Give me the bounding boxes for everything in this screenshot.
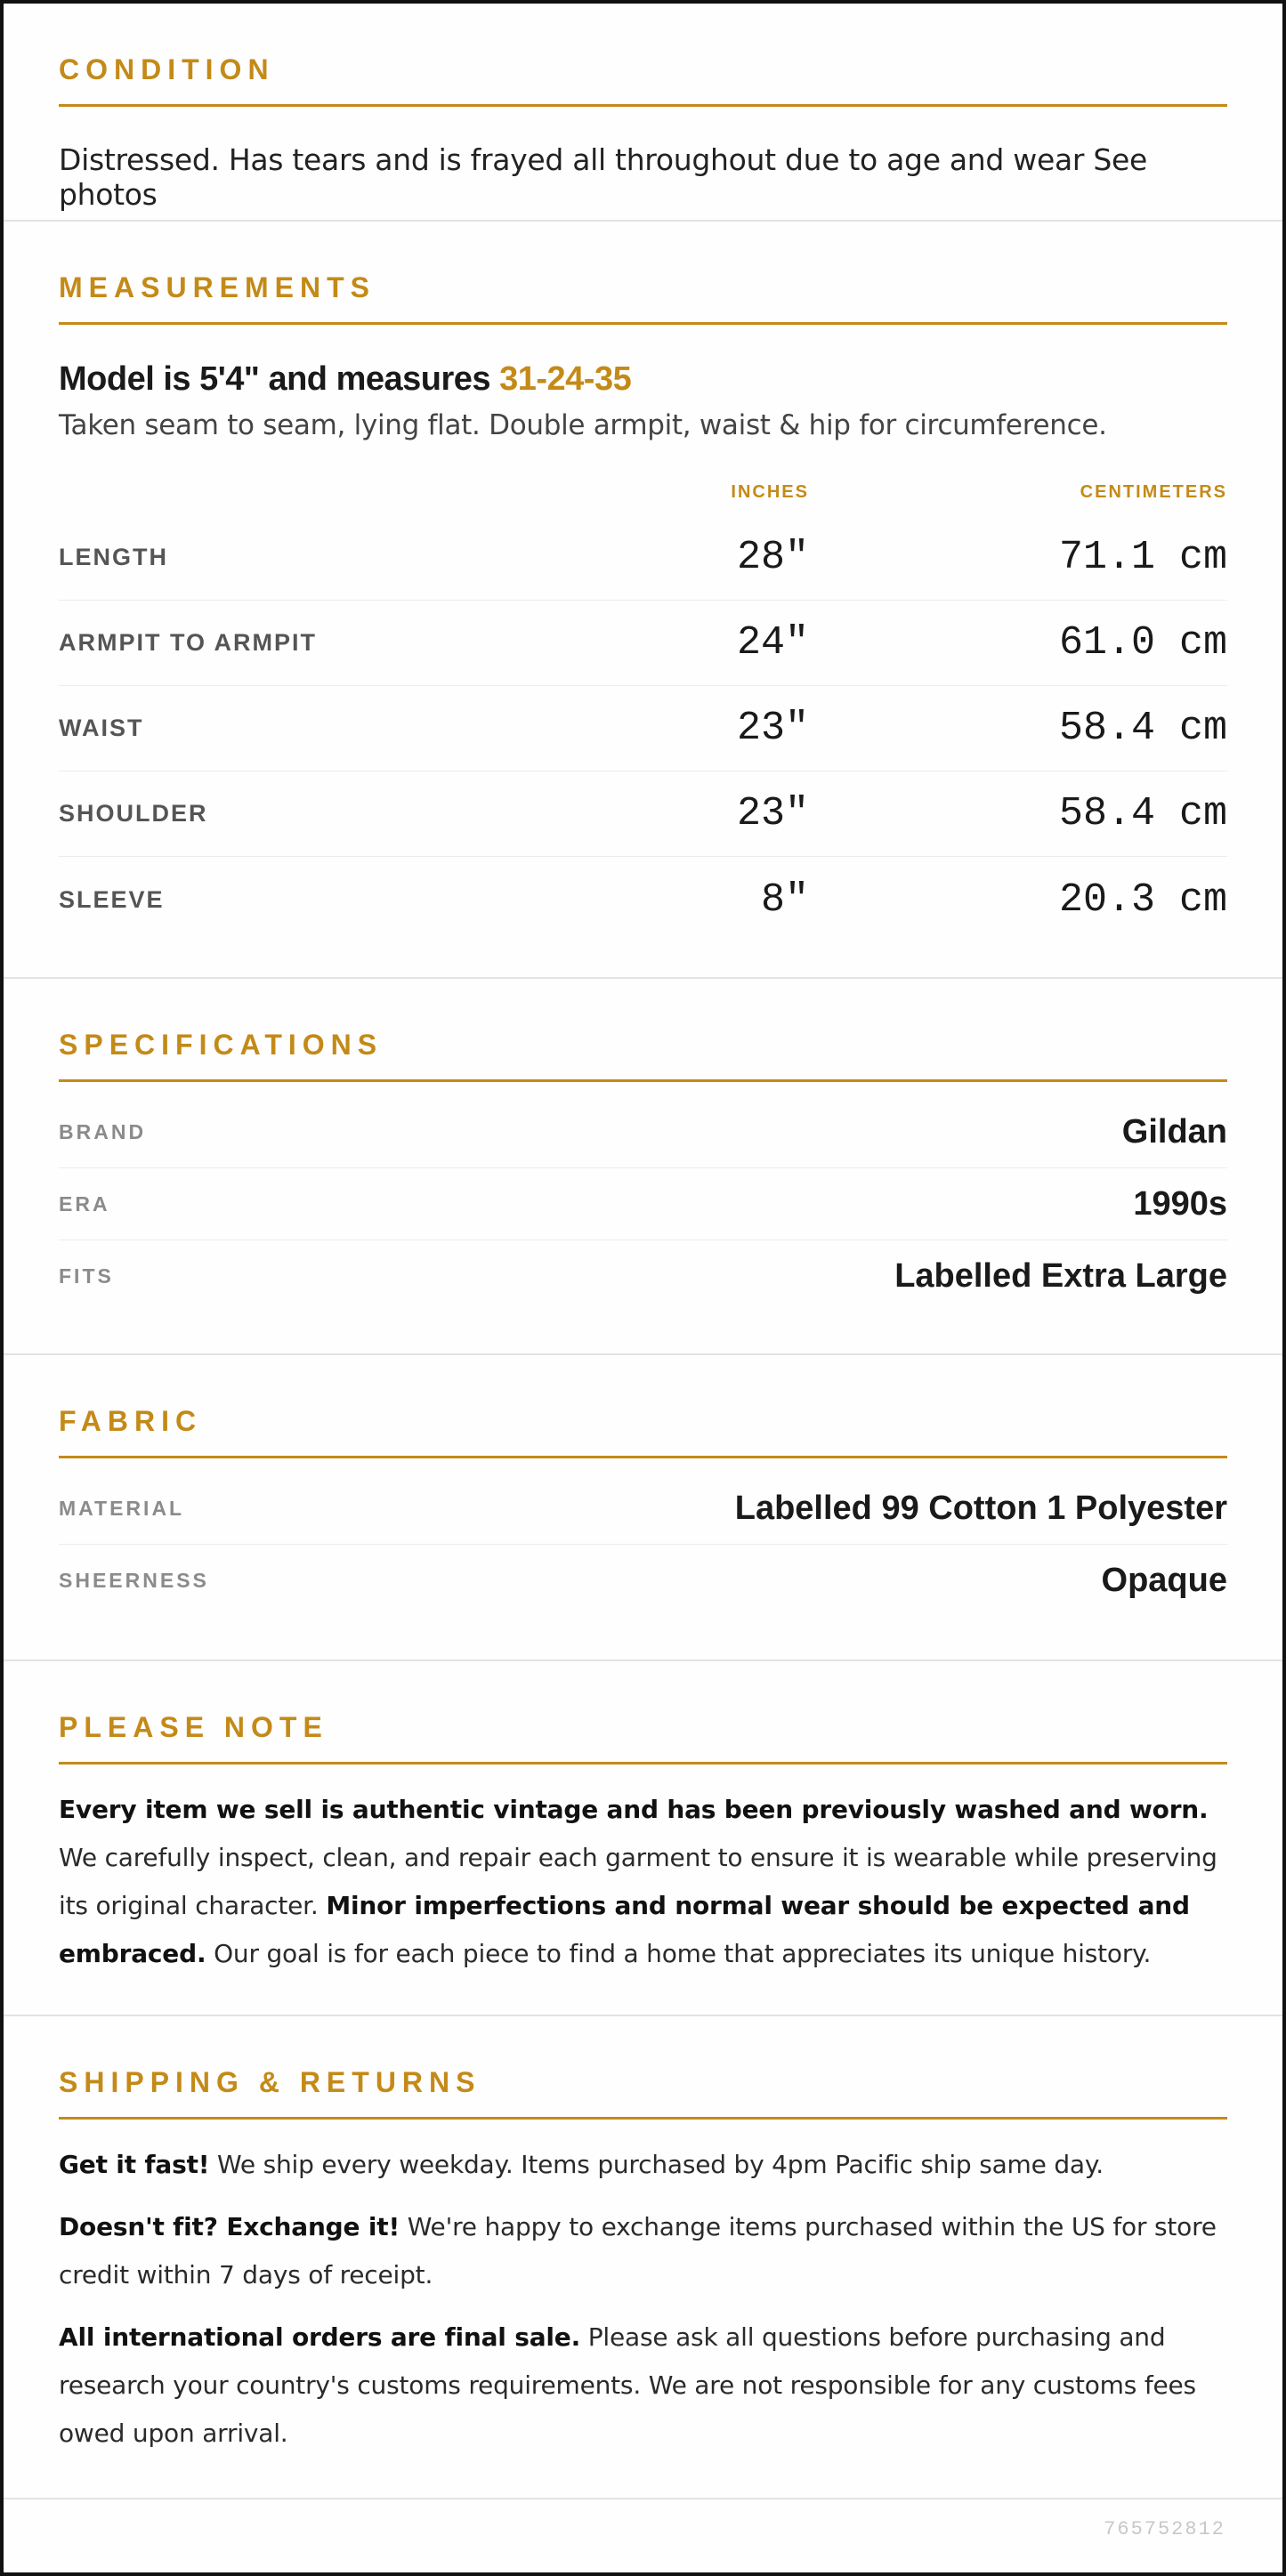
measurement-inches: 28" <box>736 535 809 580</box>
measurement-inches: 24" <box>736 620 809 666</box>
measurement-table <box>59 515 1227 942</box>
shipping-text-2: We're happy to exchange items purchased within the US for store credit within 7 days of receipt. <box>59 2212 1217 2289</box>
condition-section <box>4 4 1282 222</box>
measurement-label: SLEEVE <box>59 885 165 913</box>
measurement-label: LENGTH <box>59 544 168 570</box>
measurement-inches: 8" <box>760 876 809 923</box>
spec-value: Gildan <box>1121 1112 1227 1151</box>
measurement-inches: 23" <box>736 706 809 751</box>
note-bold-1: Every item we sell is authentic vintage and has been previously washed and worn. <box>59 1795 1209 1824</box>
shipping-para-1 <box>59 2141 1227 2189</box>
measurement-cm: 71.1 cm <box>1058 535 1227 580</box>
inches-column-header: INCHES <box>731 482 809 502</box>
please-note-text <box>59 1786 1227 1978</box>
measurement-label: ARMPIT TO ARMPIT <box>59 629 317 656</box>
measurements-section <box>4 222 1282 979</box>
measurement-label: SHOULDER <box>59 800 208 827</box>
measurements-heading: MEASUREMENTS <box>59 271 1227 325</box>
condition-heading: CONDITION <box>59 53 1227 107</box>
model-prefix: Model is 5'4" and measures <box>59 360 491 398</box>
measurement-cm: 58.4 cm <box>1058 791 1227 836</box>
spec-row <box>59 1168 1227 1240</box>
fabric-value: Labelled 99 Cotton 1 Polyester <box>734 1489 1227 1527</box>
fabric-section <box>4 1355 1282 1661</box>
fabric-key: SHEERNESS <box>59 1569 209 1592</box>
shipping-bold-3: All international orders are final sale. <box>59 2322 581 2352</box>
measurement-table-header <box>59 482 1227 503</box>
spec-row <box>59 1240 1227 1312</box>
condition-text: Distressed. Has tears and is frayed all throughout due to age and wear See photos <box>59 142 1147 212</box>
spec-row <box>59 1096 1227 1168</box>
measurement-cm: 58.4 cm <box>1058 706 1227 751</box>
shipping-section <box>4 2016 1282 2499</box>
measurement-row <box>59 857 1227 942</box>
spec-value: 1990s <box>1133 1184 1227 1223</box>
spec-value: Labelled Extra Large <box>894 1257 1227 1295</box>
note-text-2: Our goal is for each piece to find a home that appreciates its unique history. <box>206 1939 1152 1968</box>
measurement-row <box>59 515 1227 601</box>
measurement-row <box>59 601 1227 686</box>
measurement-cm: 20.3 cm <box>1058 876 1227 923</box>
fabric-value: Opaque <box>1101 1562 1227 1599</box>
spec-key: ERA <box>59 1191 110 1215</box>
measurement-note: Taken seam to seam, lying flat. Double armpit, waist & hip for circumference. <box>59 409 1107 441</box>
specifications-list <box>59 1096 1227 1312</box>
shipping-text-1: We ship every weekday. Items purchased by 4pm Pacific ship same day. <box>209 2150 1104 2179</box>
shipping-bold-2: Doesn't fit? Exchange it! <box>59 2212 400 2241</box>
product-id: 765752812 <box>1104 2518 1225 2540</box>
please-note-section <box>4 1661 1282 2016</box>
spec-key: FITS <box>59 1264 114 1288</box>
please-note-heading: PLEASE NOTE <box>59 1711 1227 1764</box>
shipping-heading: SHIPPING & RETURNS <box>59 2066 1227 2120</box>
measurement-label: WAIST <box>59 715 144 741</box>
shipping-para-2 <box>59 2203 1227 2299</box>
fabric-row <box>59 1545 1227 1617</box>
measurement-cm: 61.0 cm <box>1058 620 1227 666</box>
measurement-inches: 23" <box>736 791 809 836</box>
note-bold-2: Minor imperfections and normal wear should be expected and embraced. <box>59 1891 1190 1968</box>
fabric-row <box>59 1473 1227 1545</box>
fabric-list <box>59 1473 1227 1617</box>
centimeters-column-header: CENTIMETERS <box>1080 482 1227 502</box>
specifications-heading: SPECIFICATIONS <box>59 1029 1227 1082</box>
specifications-section <box>4 979 1282 1355</box>
spec-key: BRAND <box>59 1119 147 1143</box>
note-text-1: We carefully inspect, clean, and repair each garment to ensure it is wearable while preserving its original character. <box>59 1843 1217 1920</box>
fabric-key: MATERIAL <box>59 1496 185 1520</box>
fabric-heading: FABRIC <box>59 1405 1227 1458</box>
shipping-text-3: Please ask all questions before purchasing and research your country's customs requirements. We are not responsible for any customs fees owed upon arrival. <box>59 2322 1196 2448</box>
shipping-para-3 <box>59 2314 1227 2458</box>
model-measures: 31-24-35 <box>499 360 632 398</box>
shipping-bold-1: Get it fast! <box>59 2150 210 2179</box>
measurement-row <box>59 771 1227 857</box>
model-measurements <box>59 325 1227 399</box>
measurement-row <box>59 686 1227 771</box>
